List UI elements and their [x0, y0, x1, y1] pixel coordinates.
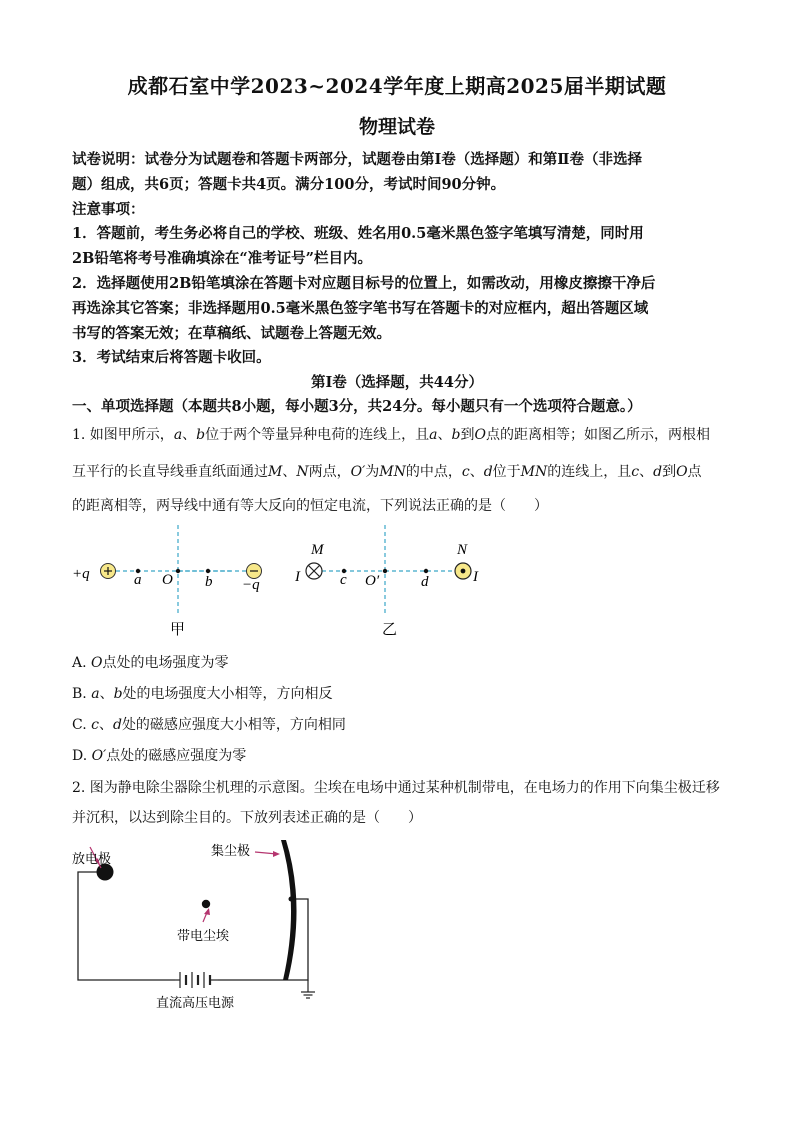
section-heading: 一、单项选择题（本题共8小题，每小题3分，共24分。每小题只有一个选项符合题意。） — [72, 398, 642, 415]
collector-connection-point — [289, 897, 294, 902]
point-b — [206, 569, 210, 573]
label-jia: 甲 — [170, 622, 186, 638]
q2-line-1: 2. 图为静电除尘器除尘机理的示意图。尘埃在电场中通过某种机制带电，在电场力的作用下向集尘极迁移 — [72, 780, 720, 796]
label-plus-q: +q — [72, 566, 90, 582]
label-N: N — [457, 542, 468, 558]
label-a: a — [134, 572, 142, 588]
positive-charge-icon — [101, 564, 116, 579]
label-c: c — [340, 572, 347, 588]
q1-option-c[interactable]: C. c、d处的磁感应强度大小相等，方向相同 — [72, 717, 346, 733]
label-charged-dust: 带电尘埃 — [177, 928, 230, 943]
q2-line-2: 并沉积，以达到除尘目的。下放列表述正确的是（ ） — [72, 810, 422, 826]
label-I-left: I — [295, 569, 300, 585]
label-b: b — [205, 574, 213, 590]
label-O: O — [162, 572, 173, 588]
exam-subject: 物理试卷 — [358, 116, 435, 138]
battery-icon — [175, 972, 218, 988]
discharge-electrode — [97, 864, 114, 881]
note-2a: 2．选择题使用2B铅笔填涂在答题卡对应题目标号的位置上，如需改动，用橡皮擦擦干净后 — [72, 275, 656, 292]
note-1b: 2B铅笔将考号准确填涂在“准考证号”栏目内。 — [72, 250, 373, 267]
label-O-prime: O′ — [365, 573, 380, 589]
current-out-of-page-icon — [455, 563, 471, 579]
point-O-prime — [383, 569, 387, 573]
current-into-page-icon — [306, 563, 322, 579]
note-2c: 书写的答案无效；在草稿纸、试题卷上答题无效。 — [72, 325, 391, 342]
note-1a: 1．答题前，考生务必将自己的学校、班级、姓名用0.5毫米黑色签字笔填写清楚，同时用 — [72, 225, 644, 242]
label-collector-electrode: 集尘极 — [211, 843, 251, 858]
instructions-line-2: 题）组成，共6页；答题卡共4页。满分100分，考试时间90分钟。 — [72, 176, 506, 193]
label-I-right: I — [473, 569, 478, 585]
exam-title: 成都石室中学2023~2024学年度上期高2025届半期试题 — [127, 74, 667, 98]
collector-electrode — [281, 840, 297, 980]
q1-line-2: 互平行的长直导线垂直纸面通过M、N两点，O′为MN的中点，c、d位于MN的连线上，且c、d到O点 — [72, 464, 702, 480]
figure-yi — [290, 520, 490, 645]
figure-electrostatic-precipitator — [60, 830, 340, 1020]
label-M: M — [311, 542, 324, 558]
charged-dust-particle — [202, 900, 210, 908]
q1-option-d[interactable]: D. O′点处的磁感应强度为零 — [72, 748, 247, 764]
label-minus-q: −q — [242, 577, 260, 593]
notes-title: 注意事项： — [72, 201, 145, 218]
ground-icon — [301, 992, 315, 998]
figure-jia — [60, 520, 280, 645]
label-yi: 乙 — [382, 622, 398, 638]
instructions-line-1: 试卷说明：试卷分为试题卷和答题卡两部分，试题卷由第Ⅰ卷（选择题）和第Ⅱ卷（非选择 — [72, 151, 642, 168]
part-1-heading: 第Ⅰ卷（选择题，共44分） — [311, 374, 483, 391]
q1-line-1: 1. 如图甲所示，a、b位于两个等量异种电荷的连线上，且a、b到O点的距离相等；如图乙所示，两根相 — [72, 427, 710, 443]
point-O — [176, 569, 180, 573]
q1-option-a[interactable]: A. O点处的电场强度为零 — [72, 655, 229, 671]
dust-pointer-arrowhead — [204, 908, 210, 915]
circuit-wire-left — [78, 872, 175, 980]
q1-line-3: 的距离相等，两导线中通有等大反向的恒定电流，下列说法正确的是（ ） — [72, 498, 548, 514]
note-3: 3．考试结束后将答题卡收回。 — [72, 349, 271, 366]
label-dc-high-voltage-source: 直流高压电源 — [156, 995, 235, 1010]
collector-pointer-arrowhead — [273, 851, 280, 857]
label-discharge-electrode: 放电极 — [72, 851, 112, 866]
note-2b: 再选涂其它答案；非选择题用0.5毫米黑色签字笔书写在答题卡的对应框内，超出答题区域 — [72, 300, 649, 317]
label-d: d — [421, 574, 429, 590]
point-d — [424, 569, 428, 573]
q1-option-b[interactable]: B. a、b处的电场强度大小相等，方向相反 — [72, 686, 333, 702]
